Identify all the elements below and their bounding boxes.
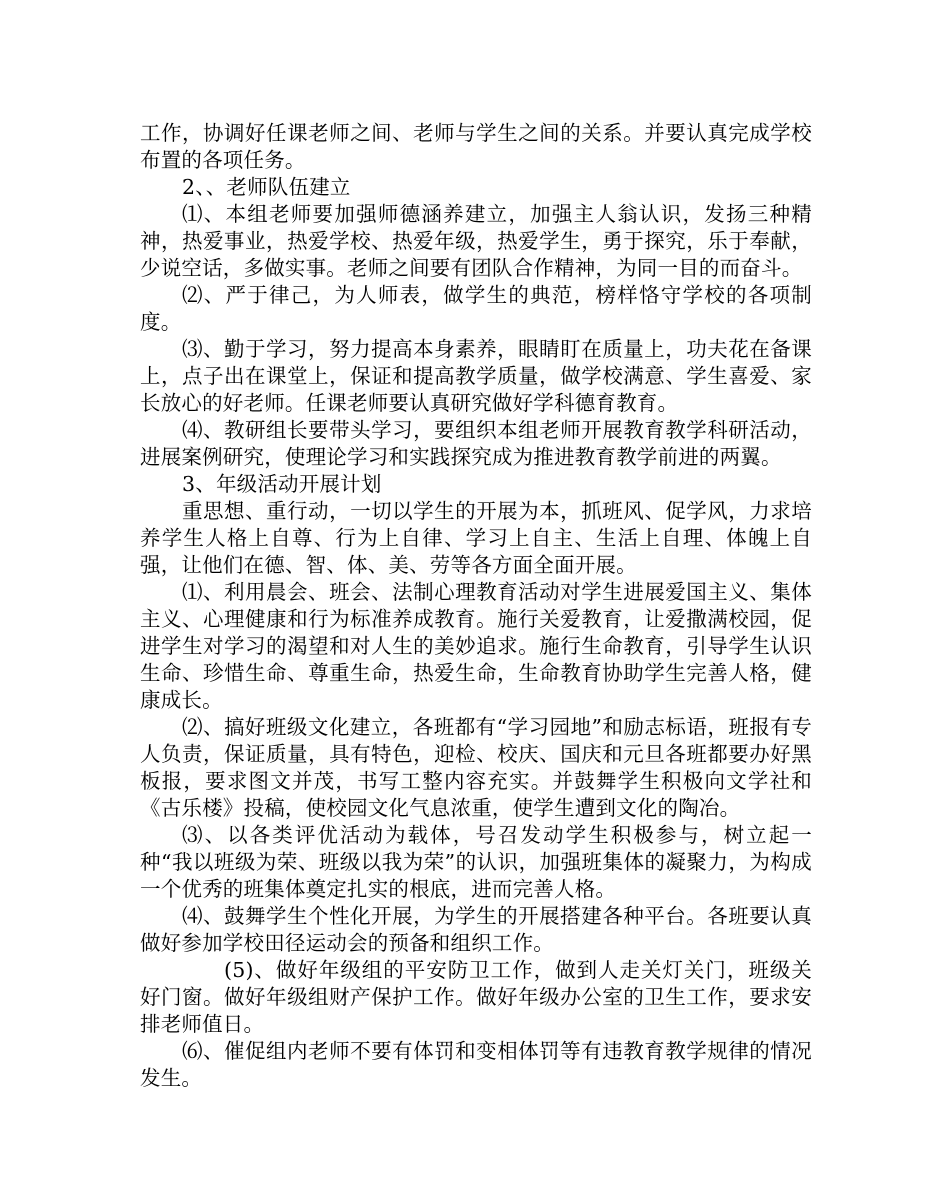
document-page [140,120,812,1092]
paragraph-continuation: 工作，协调好任课老师之间、老师与学生之间的关系。并要认真完成学校布置的各项任务。 [140,121,812,172]
paragraph-item-2: ⑵、严于律己，为人师表，做学生的典范，榜样恪守学校的各项制度。 [140,283,812,334]
paragraph-item-3: ⑶、勤于学习，努力提高本身素养，眼睛盯在质量上，功夫花在备课上，点子出在课堂上，保证和提高教学质量，做学校满意、学生喜爱、家长放心的好老师。任课老师要认真研究做好学科德育教育。 [140,337,812,415]
paragraph-activity-6: ⑹、催促组内老师不要有体罚和变相体罚等有违教育教学规律的情况发生。 [140,1039,812,1090]
paragraph-activity-3: ⑶、以各类评优活动为载体，号召发动学生积极参与，树立起一种“我以班级为荣、班级以我为荣”的认识，加强班集体的凝聚力，为构成一个优秀的班集体奠定扎实的根底，进而完善人格。 [140,823,812,901]
paragraph-activity-5: (5)、做好年级组的平安防卫工作，做到人走关灯关门，班级关好门窗。做好年级组财产保护工作。做好年级办公室的卫生工作，要求安排老师值日。 [140,958,812,1036]
paragraph-activity-1: ⑴、利用晨会、班会、法制心理教育活动对学生进展爱国主义、集体主义、心理健康和行为标准养成教育。施行关爱教育，让爱撒满校园，促进学生对学习的渴望和对人生的美妙追求。施行生命教育，引导学生认识生命、珍惜生命、尊重生命，热爱生命，生命教育协助学生完善人格，健康成长。 [140,580,812,712]
heading-teacher-team: 2、、老师队伍建立 [182,175,351,199]
heading-grade-activities: 3、年级活动开展计划 [182,472,382,496]
paragraph-activity-2: ⑵、搞好班级文化建立，各班都有“学习园地”和励志标语，班报有专人负责，保证质量，具有特色，迎检、校庆、国庆和元旦各班都要办好黑板报，要求图文并茂，书写工整内容充实。并鼓舞学生积极向文学社和《古乐楼》投稿，使校园文化气息浓重，使学生遭到文化的陶冶。 [140,715,812,820]
paragraph-item-4: ⑷、教研组长要带头学习，要组织本组老师开展教育教学科研活动，进展案例研究，使理论学习和实践探究成为推进教育教学前进的两翼。 [140,418,812,469]
paragraph-activity-4: ⑷、鼓舞学生个性化开展，为学生的开展搭建各种平台。各班要认真做好参加学校田径运动会的预备和组织工作。 [140,904,812,955]
paragraph-item-1: ⑴、本组老师要加强师德涵养建立，加强主人翁认识，发扬三种精神，热爱事业，热爱学校、热爱年级，热爱学生，勇于探究，乐于奉献，少说空话，多做实事。老师之间要有团队合作精神，为同一目的而奋斗。 [140,202,812,280]
paragraph-intro: 重思想、重行动，一切以学生的开展为本，抓班风、促学风，力求培养学生人格上自尊、行为上自律、学习上自主、生活上自理、体魄上自强，让他们在德、智、体、美、劳等各方面全面开展。 [140,499,812,577]
